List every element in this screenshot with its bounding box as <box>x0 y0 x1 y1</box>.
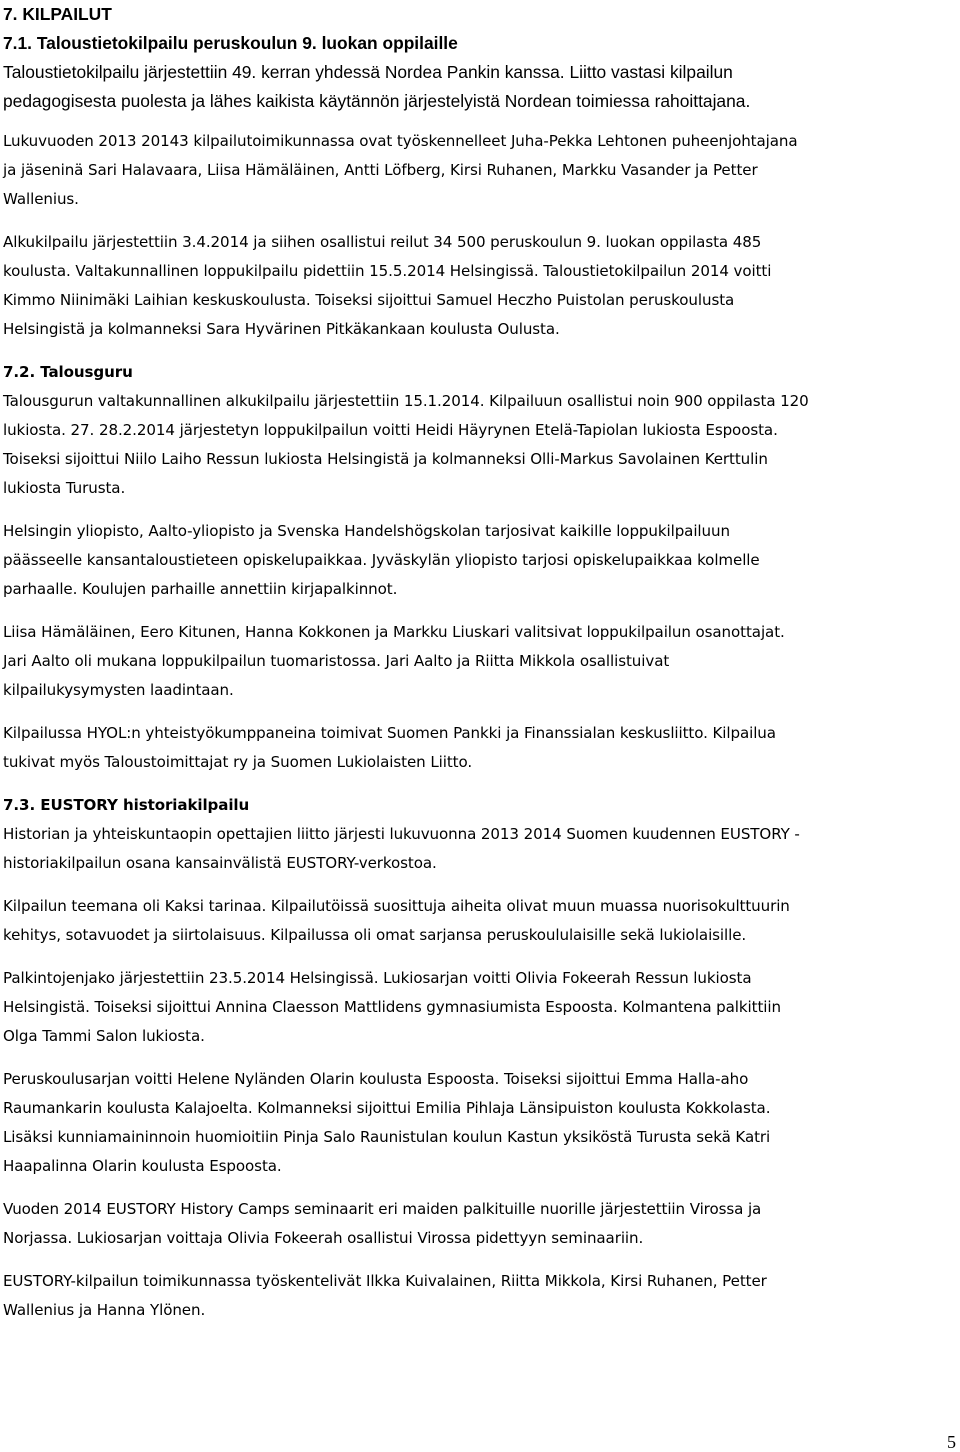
text-line: historiakilpailun osana kansainvälistä EUSTORY-verkostoa. <box>3 854 437 872</box>
text-line: Raumankarin koulusta Kalajoelta. Kolmanneksi sijoittui Emilia Pihlaja Länsipuiston koulusta Kokkolasta. <box>3 1099 771 1117</box>
paragraph-results <box>3 228 955 344</box>
text-line: Historian ja yhteiskuntaopin opettajien liitto järjesti lukuvuonna 2013 2014 Suomen kuudennen EUSTORY - <box>3 825 800 843</box>
text-line: lukiosta. 27. 28.2.2014 järjestetyn loppukilpailun voitti Heidi Häyrynen Etelä-Tapiolan lukiosta Espoosta. <box>3 421 778 439</box>
paragraph-talousguru-3 <box>3 618 955 705</box>
subsection-heading-talousguru: 7.2. Talousguru <box>3 363 133 381</box>
intro-line: pedagogisesta puolesta ja lähes kaikista käytännön järjestelyistä Nordean toimiessa rahoittajana. <box>3 91 751 111</box>
text-line: Toiseksi sijoittui Niilo Laiho Ressun lukiosta Helsingistä ja kolmanneksi Olli-Markus Savolainen Kerttulin <box>3 450 768 468</box>
section-heading: 7. KILPAILUT <box>3 4 112 24</box>
text-line: kilpailukysymysten laadintaan. <box>3 681 234 699</box>
text-line: Jari Aalto oli mukana loppukilpailun tuomaristossa. Jari Aalto ja Riitta Mikkola osallistuivat <box>3 652 670 670</box>
text-line: parhaalle. Koulujen parhaille annettiin kirjapalkinnot. <box>3 580 398 598</box>
text-line: Lukuvuoden 2013 20143 kilpailutoimikunnassa ovat työskennelleet Juha-Pekka Lehtonen puheenjohtajana <box>3 132 798 150</box>
paragraph-eustory-4 <box>3 1065 955 1181</box>
paragraph-talousguru-4 <box>3 719 955 777</box>
text-line: Lisäksi kunniamaininnoin huomioitiin Pinja Salo Raunistulan koulun Kastun yksiköstä Turusta sekä Katri <box>3 1128 771 1146</box>
paragraph-eustory-1 <box>3 820 955 878</box>
text-line: Haapalinna Olarin koulusta Espoosta. <box>3 1157 282 1175</box>
paragraph-eustory-6 <box>3 1267 955 1325</box>
text-line: Vuoden 2014 EUSTORY History Camps seminaarit eri maiden palkituille nuorille järjestettiin Virossa ja <box>3 1200 762 1218</box>
paragraph-eustory-2 <box>3 892 955 950</box>
text-line: kehitys, sotavuodet ja siirtolaisuus. Kilpailussa oli omat sarjansa peruskoululaisille sekä lukiolaisille. <box>3 926 747 944</box>
text-line: Helsingin yliopisto, Aalto-yliopisto ja Svenska Handelshögskolan tarjosivat kaikille loppukilpailuun <box>3 522 730 540</box>
text-line: Helsingistä. Toiseksi sijoittui Annina Claesson Mattlidens gymnasiumista Espoosta. Kolmantena palkittiin <box>3 998 781 1016</box>
subsection-heading-eustory: 7.3. EUSTORY historiakilpailu <box>3 796 250 814</box>
text-line: EUSTORY-kilpailun toimikunnassa työskentelivät Ilkka Kuivalainen, Riitta Mikkola, Kirsi Ruhanen, Petter <box>3 1272 767 1290</box>
paragraph-eustory-5 <box>3 1195 955 1253</box>
page-number: 5 <box>947 1432 956 1452</box>
text-line: koulusta. Valtakunnallinen loppukilpailu pidettiin 15.5.2014 Helsingissä. Taloustietokilpailun 2014 voitti <box>3 262 772 280</box>
paragraph-eustory-3 <box>3 964 955 1051</box>
text-line: Helsingistä ja kolmanneksi Sara Hyvärinen Pitkäkankaan koulusta Oulusta. <box>3 320 560 338</box>
text-line: Kilpailun teemana oli Kaksi tarinaa. Kilpailutöissä suosittuja aiheita olivat muun muassa nuorisokulttuurin <box>3 897 790 915</box>
text-line: Talousgurun valtakunnallinen alkukilpailu järjestettiin 15.1.2014. Kilpailuun osallistui noin 900 oppilasta 120 <box>3 392 809 410</box>
text-line: Kimmo Niinimäki Laihian keskuskoulusta. Toiseksi sijoittui Samuel Heczho Puistolan peruskoulusta <box>3 291 735 309</box>
paragraph-committee <box>3 127 955 214</box>
intro-line: Taloustietokilpailu järjestettiin 49. kerran yhdessä Nordea Pankin kanssa. Liitto vastasi kilpailun <box>3 62 733 82</box>
text-line: Kilpailussa HYOL:n yhteistyökumppaneina toimivat Suomen Pankki ja Finanssialan keskusliitto. Kilpailua <box>3 724 776 742</box>
text-line: Alkukilpailu järjestettiin 3.4.2014 ja siihen osallistui reilut 34 500 peruskoulun 9. luokan oppilasta 485 <box>3 233 762 251</box>
text-line: Wallenius ja Hanna Ylönen. <box>3 1301 206 1319</box>
paragraph-talousguru-2 <box>3 517 955 604</box>
text-line: Palkintojenjako järjestettiin 23.5.2014 Helsingissä. Lukiosarjan voitti Olivia Fokeerah Ressun lukiosta <box>3 969 752 987</box>
text-line: Olga Tammi Salon lukiosta. <box>3 1027 205 1045</box>
subsection-heading-taloustietokilpailu: 7.1. Taloustietokilpailu peruskoulun 9. luokan oppilaille <box>3 33 458 53</box>
text-line: Norjassa. Lukiosarjan voittaja Olivia Fokeerah osallistui Virossa pidettyyn seminaariin. <box>3 1229 644 1247</box>
text-line: tukivat myös Taloustoimittajat ry ja Suomen Lukiolaisten Liitto. <box>3 753 473 771</box>
text-line: päässeelle kansantaloustieteen opiskelupaikkaa. Jyväskylän yliopisto tarjosi opiskelupaikkaa kolmelle <box>3 551 760 569</box>
text-line: lukiosta Turusta. <box>3 479 126 497</box>
text-line: ja jäseninä Sari Halavaara, Liisa Hämäläinen, Antti Löfberg, Kirsi Ruhanen, Markku Vasander ja Petter <box>3 161 758 179</box>
text-line: Wallenius. <box>3 190 79 208</box>
paragraph-talousguru-1 <box>3 387 955 503</box>
document-page <box>3 0 955 1325</box>
text-line: Peruskoulusarjan voitti Helene Nyländen Olarin koulusta Espoosta. Toiseksi sijoittui Emma Halla-aho <box>3 1070 749 1088</box>
text-line: Liisa Hämäläinen, Eero Kitunen, Hanna Kokkonen ja Markku Liuskari valitsivat loppukilpailun osanottajat. <box>3 623 785 641</box>
